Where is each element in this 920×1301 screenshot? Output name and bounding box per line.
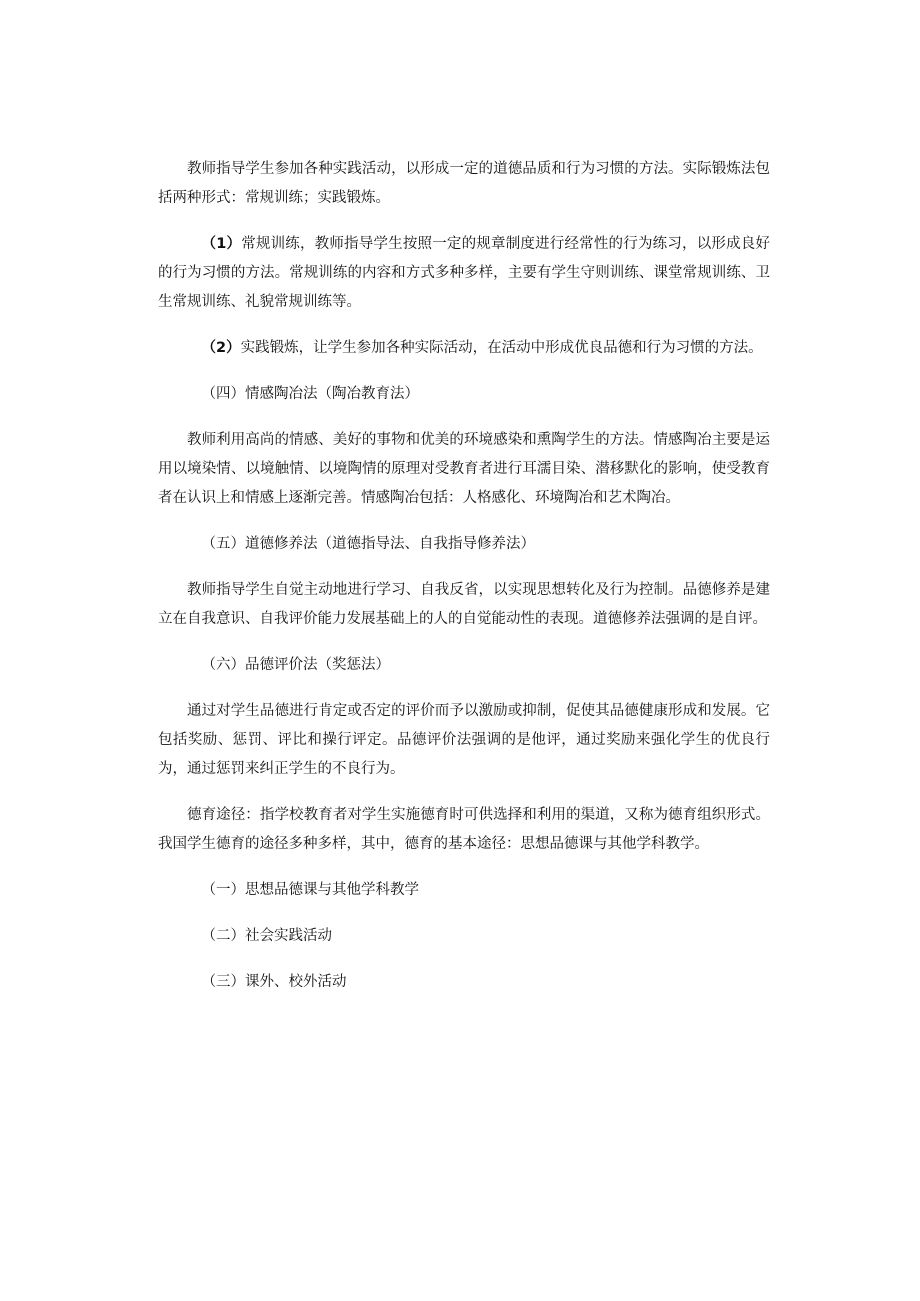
document-body: [158, 155, 770, 1014]
list-marker-2: （2）: [201, 340, 241, 356]
paragraph-text: 通过对学生品德进行肯定或否定的评价而予以激励或抑制，促使其品德健康形成和发展。它包括奖励、惩罚、评比和操行评定。品德评价法强调的是他评，通过奖励来强化学生的优良行为，通过惩罚来纠正学生的不良行为。: [158, 703, 770, 777]
list-marker-1: （1）: [201, 236, 242, 252]
paragraph-text: 常规训练，教师指导学生按照一定的规章制度进行经常性的行为练习，以形成良好的行为习惯的方法。常规训练的内容和方式多种多样，主要有学生守则训练、课堂常规训练、卫生常规训练、礼貌常规训练等。: [158, 236, 771, 310]
paragraph-moral-evaluation: [158, 697, 770, 784]
heading-text: （四）情感陶冶法（陶冶教育法）: [201, 386, 419, 402]
paragraph-text: 教师指导学生参加各种实践活动，以形成一定的道德品质和行为习惯的方法。实际锻炼法包括两种形式：常规训练；实践锻炼。: [158, 161, 770, 206]
paragraph-practice-exercise: [158, 334, 770, 363]
paragraph-routine-training: [158, 230, 770, 317]
paragraph-emotion-cultivation: [158, 426, 770, 513]
list-item-text: （三）课外、校外活动: [201, 974, 347, 990]
paragraph-text: 教师利用高尚的情感、美好的事物和优美的环境感染和熏陶学生的方法。情感陶冶主要是运用以境染情、以境触情、以境陶情的原理对受教育者进行耳濡目染、潜移默化的影响，使受教育者在认识上和情感上逐渐完善。情感陶冶包括：人格感化、环境陶冶和艺术陶冶。: [158, 432, 770, 506]
list-item-text: （二）社会实践活动: [201, 928, 332, 944]
heading-moral-cultivation: [158, 530, 770, 559]
heading-emotion-cultivation: [158, 380, 770, 409]
paragraph-text: 实践锻炼，让学生参加各种实际活动，在活动中形成优良品德和行为习惯的方法。: [240, 340, 763, 356]
heading-moral-evaluation: [158, 651, 770, 680]
list-item-text: （一）思想品德课与其他学科教学: [201, 882, 419, 898]
list-item-path-3: [158, 968, 770, 997]
paragraph-text: 德育途径：指学校教育者对学生实施德育时可供选择和利用的渠道，又称为德育组织形式。我国学生德育的途径多种多样，其中，德育的基本途径：思想品德课与其他学科教学。: [158, 807, 770, 852]
paragraph-moral-cultivation: [158, 576, 770, 634]
heading-text: （五）道德修养法（道德指导法、自我指导修养法）: [201, 536, 535, 552]
list-item-path-2: [158, 922, 770, 951]
list-item-path-1: [158, 876, 770, 905]
heading-text: （六）品德评价法（奖惩法）: [201, 657, 390, 673]
paragraph-text: 教师指导学生自觉主动地进行学习、自我反省，以实现思想转化及行为控制。品德修养是建立在自我意识、自我评价能力发展基础上的人的自觉能动性的表现。道德修养法强调的是自评。: [158, 582, 770, 627]
paragraph-moral-education-paths: [158, 801, 770, 859]
paragraph-practice-method: [158, 155, 770, 213]
